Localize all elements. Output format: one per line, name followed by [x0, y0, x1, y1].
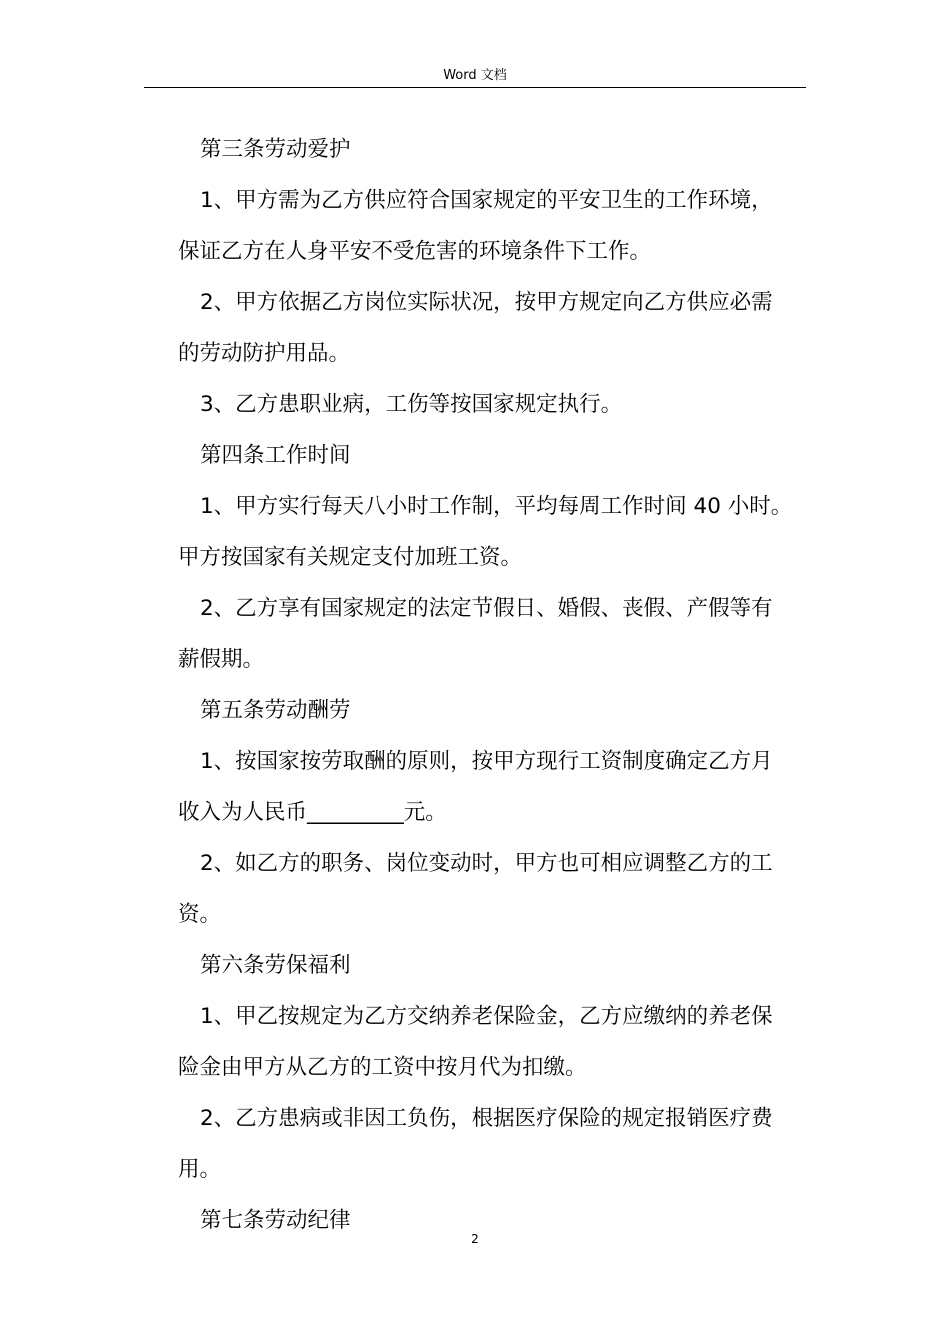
paragraph-line: 1、甲方实行每天八小时工作制，平均每周工作时间 40 小时。	[200, 494, 793, 519]
paragraph-line: 1、按国家按劳取酬的原则，按甲方现行工资制度确定乙方月	[200, 749, 773, 774]
paragraph-line: 险金由甲方从乙方的工资中按月代为扣缴。	[178, 1055, 587, 1080]
paragraph-line: 1、甲方需为乙方供应符合国家规定的平安卫生的工作环境，	[200, 188, 773, 213]
page-number: 2	[471, 1232, 479, 1246]
paragraph-line: 的劳动防护用品。	[178, 341, 351, 366]
paragraph-line: 收入为人民币_________元。	[178, 800, 447, 825]
paragraph-line: 1、甲乙按规定为乙方交纳养老保险金，乙方应缴纳的养老保	[200, 1004, 773, 1029]
paragraph-line: 2、乙方享有国家规定的法定节假日、婚假、丧假、产假等有	[200, 596, 773, 621]
paragraph-line: 甲方按国家有关规定支付加班工资。	[178, 545, 523, 570]
paragraph-line: 2、乙方患病或非因工负伤，根据医疗保险的规定报销医疗费	[200, 1106, 773, 1131]
paragraph-line: 3、乙方患职业病，工伤等按国家规定执行。	[200, 392, 623, 417]
paragraph-line: 2、如乙方的职务、岗位变动时，甲方也可相应调整乙方的工	[200, 851, 773, 876]
paragraph-line: 薪假期。	[178, 647, 265, 672]
article-heading: 第七条劳动纪律	[200, 1208, 351, 1233]
document-body	[178, 124, 798, 1246]
article-heading: 第五条劳动酬劳	[200, 698, 351, 723]
paragraph-line: 资。	[178, 902, 222, 927]
page-header: Word 文档	[443, 68, 507, 83]
article-heading: 第四条工作时间	[200, 443, 351, 468]
paragraph-line: 用。	[178, 1157, 222, 1182]
article-heading: 第三条劳动爱护	[200, 137, 351, 162]
header-rule	[144, 87, 806, 88]
paragraph-line: 保证乙方在人身平安不受危害的环境条件下工作。	[178, 239, 652, 264]
paragraph-line: 2、甲方依据乙方岗位实际状况，按甲方规定向乙方供应必需	[200, 290, 773, 315]
article-heading: 第六条劳保福利	[200, 953, 351, 978]
